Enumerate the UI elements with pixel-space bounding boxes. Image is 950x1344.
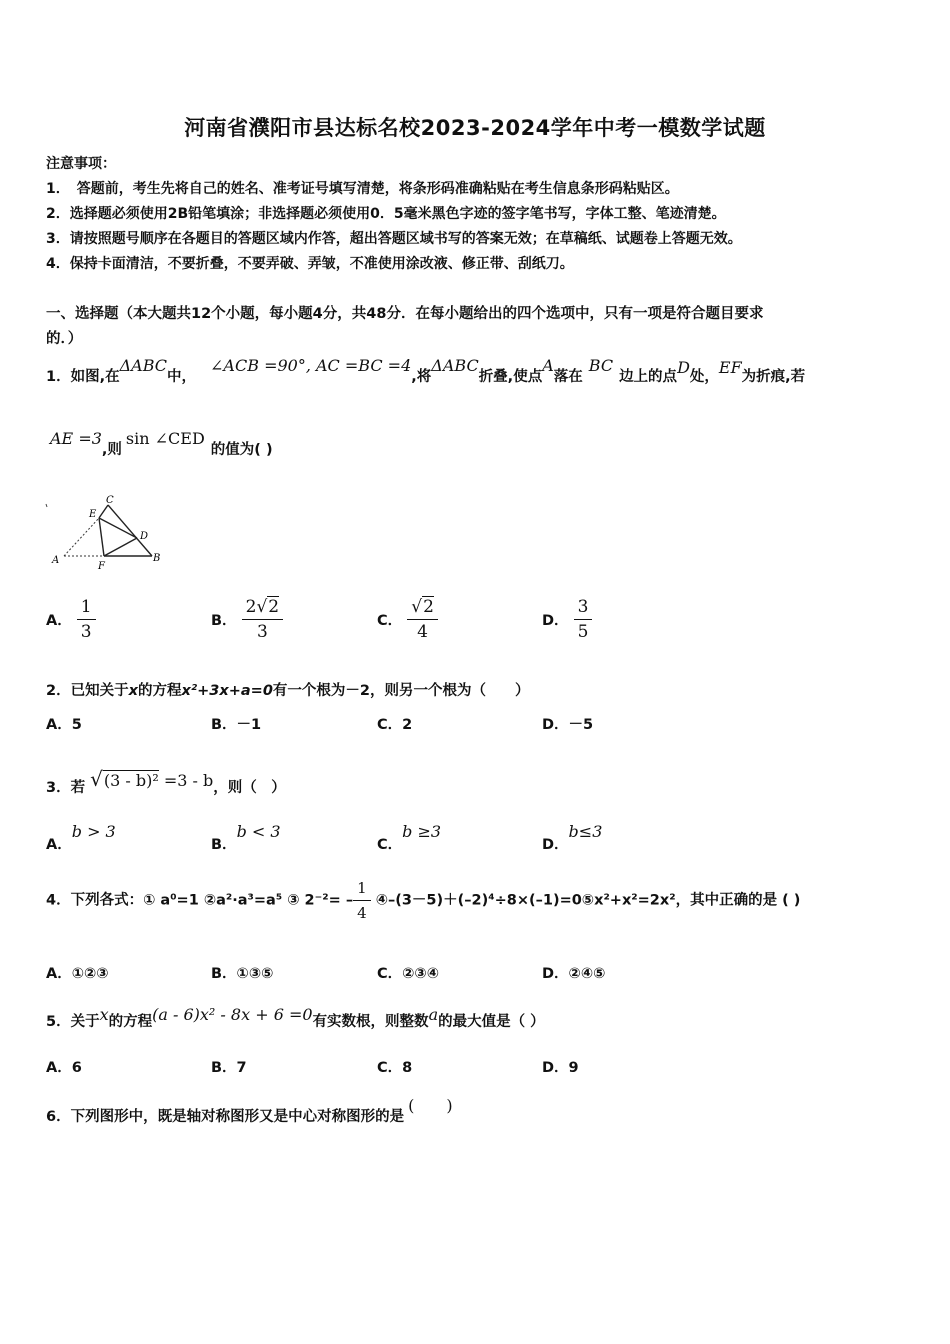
- q3-option-d[interactable]: D．b≤3: [542, 822, 603, 853]
- notes-heading: 注意事项：: [46, 156, 116, 172]
- q5-option-a[interactable]: A．6: [46, 1060, 82, 1076]
- q1-option-c[interactable]: C． $\frac{√2}{4}$: [377, 597, 438, 642]
- q2-option-b[interactable]: B．－1: [211, 717, 262, 733]
- note-item: 3．请按照题号顺序在各题目的答题区域内作答，超出答题区域书写的答案无效；在草稿纸、试题卷上答题无效。: [46, 231, 742, 247]
- figure-mark: [46, 504, 47, 507]
- q3-text: 3．若 √(3 - b)² =3 - b，则（ ）: [46, 767, 286, 796]
- q1-text: 1．如图,在ΔABC中，∠ACB =90°, AC =BC =4,将ΔABC折叠,使点A落在BC边上的点D处，EF为折痕,若: [46, 356, 806, 385]
- q4-text: 4．下列各式：① a⁰=1 ②a²·a³=a⁵ ③ 2⁻²= – $\frac{1}{4}$ ④–(3－5)＋(–2)⁴÷8×(–1)=0⑤x²+x²=2x²，其中正确的是 ( ): [46, 879, 801, 922]
- label-c: C: [106, 495, 114, 506]
- segment-ce: [99, 505, 108, 518]
- q5-option-b[interactable]: B．7: [211, 1060, 247, 1076]
- q1-figure: [44, 490, 174, 575]
- page-title: 河南省濮阳市县达标名校2023-2024学年中考一模数学试题: [184, 116, 766, 140]
- note-item: 4．保持卡面清洁，不要折叠，不要弄破、弄皱，不准使用涂改液、修正带、刮纸刀。: [46, 256, 574, 272]
- q5-option-d[interactable]: D．9: [542, 1060, 579, 1076]
- label-f: F: [98, 561, 105, 572]
- q1-option-a[interactable]: A． $\frac{1}{3}$: [46, 597, 96, 642]
- q2-option-c[interactable]: C．2: [377, 717, 413, 733]
- q1-option-b[interactable]: B． $\frac{2√2}{3}$: [211, 597, 283, 642]
- q3-option-b[interactable]: B．b < 3: [211, 822, 281, 853]
- label-b: B: [153, 553, 161, 564]
- q5-text: 5．关于x的方程(a - 6)x² - 8x + 6 =0有实数根，则整数a的最大值是（ ）: [46, 1005, 545, 1030]
- q1-option-d[interactable]: D． $\frac{3}{5}$: [542, 597, 592, 642]
- q1-text-cont: AE =3,则sin ∠CED的值为( ): [50, 429, 273, 458]
- label-e: E: [89, 509, 97, 520]
- q3-option-c[interactable]: C．b ≥3: [377, 822, 442, 853]
- note-item: 1． 答题前，考生先将自己的姓名、准考证号填写清楚，将条形码准确粘贴在考生信息条形码粘贴区。: [46, 181, 679, 197]
- section-heading: 一、选择题（本大题共12个小题，每小题4分，共48分．在每小题给出的四个选项中，只有一项是符合题目要求: [46, 306, 764, 322]
- q2-option-a[interactable]: A．5: [46, 717, 82, 733]
- segment-ae: [64, 518, 99, 556]
- q4-option-b[interactable]: B．①③⑤: [211, 966, 274, 982]
- label-d: D: [140, 531, 149, 542]
- q5-option-c[interactable]: C．8: [377, 1060, 413, 1076]
- q6-text: 6．下列图形中，既是轴对称图形又是中心对称图形的是( ): [46, 1096, 453, 1125]
- note-item: 2．选择题必须使用2B铅笔填涂；非选择题必须使用0．5毫米黑色字迹的签字笔书写，字体工整、笔迹清楚。: [46, 206, 726, 222]
- q2-option-d[interactable]: D．－5: [542, 717, 594, 733]
- section-heading-cont: 的．）: [46, 331, 83, 347]
- q4-option-c[interactable]: C．②③④: [377, 966, 439, 982]
- segment-ed: [99, 518, 137, 538]
- q3-option-a[interactable]: A．b > 3: [46, 822, 116, 853]
- q4-option-a[interactable]: A．①②③: [46, 966, 109, 982]
- q2-text: 2．已知关于x的方程x²+3x+a=0有一个根为－2，则另一个根为（ ）: [46, 683, 530, 699]
- segment-ef: [99, 518, 104, 556]
- label-a: A: [52, 555, 60, 566]
- segment-fd: [104, 538, 137, 556]
- q4-option-d[interactable]: D．②④⑤: [542, 966, 606, 982]
